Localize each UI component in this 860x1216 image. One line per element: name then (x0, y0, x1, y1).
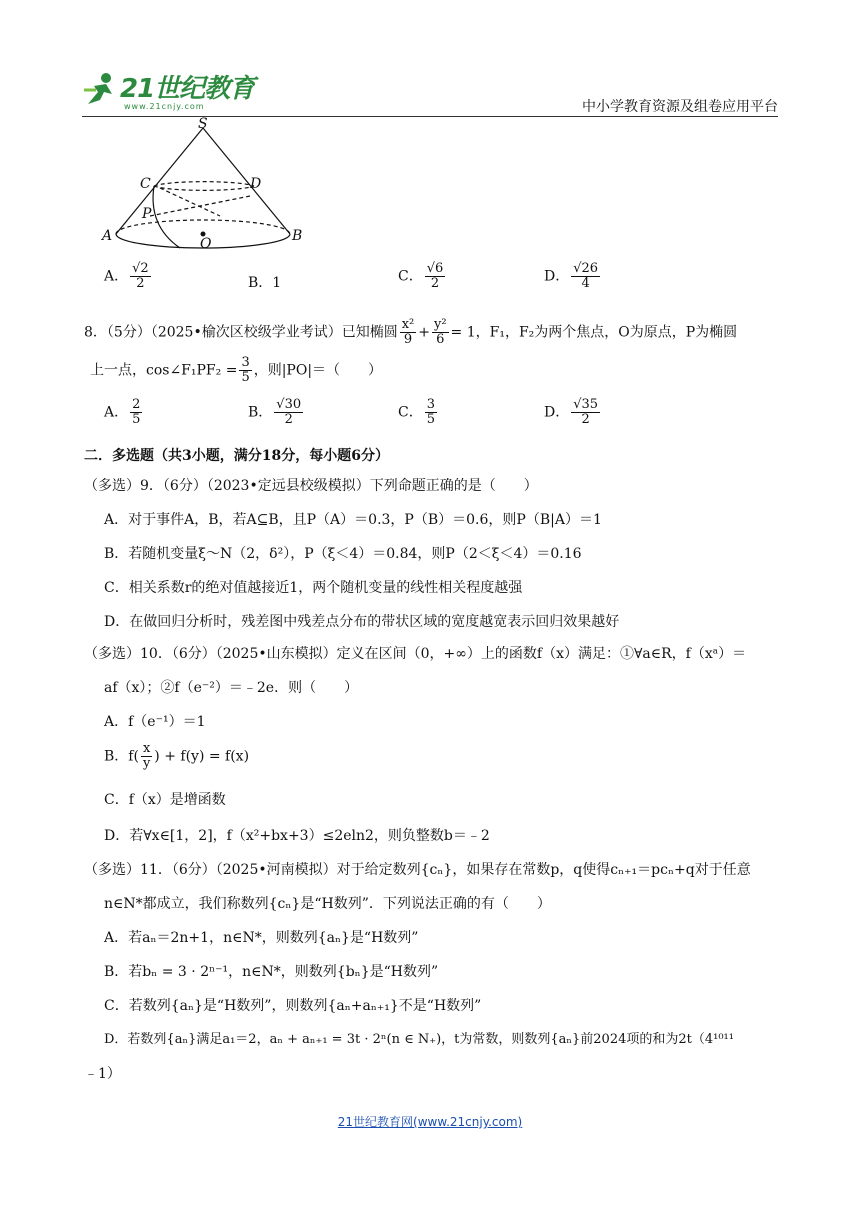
q8-stem-line1: 8．（5分）（2025•榆次区校级学业考试）已知椭圆 $\frac{\text{x²}}{9}$ + $\frac{\text{y²}}{6}$ = 1，F₁，F₂为两个焦点，O为原点，P为椭圆 (84, 317, 738, 347)
site-logo (80, 66, 260, 116)
label-d: D (250, 176, 262, 192)
q8-stem-line2: 上一点，cos∠F₁PF₂ = $\frac{3}{5}$ ，则|PO|＝（ ） (90, 355, 383, 385)
platform-title: 中小学教育资源及组卷应用平台 (582, 99, 778, 115)
q11-stem-line1: （多选）11．（6分）（2025•河南模拟）对于给定数列{cₙ}，如果存在常数p，q使得cₙ₊₁＝pcₙ+q对于任意 (84, 862, 751, 878)
label-p: P (142, 206, 152, 222)
q9-option-b: B．若随机变量ξ～N（2，δ²），P（ξ＜4）＝0.84，则P（2＜ξ＜4）＝0.16 (104, 546, 582, 562)
label-o: O (200, 236, 212, 252)
label-b: B (292, 228, 303, 244)
q8-option-c: C． $\frac{3}{5}$ (398, 397, 435, 427)
q7-option-a: A． $\frac{√2}{2}$ (104, 261, 149, 291)
q11-option-d-line1: D．若数列{aₙ}满足a₁＝2，aₙ + aₙ₊₁ = 3t · 2ⁿ(n ∈ N₊)，t为常数，则数列{aₙ}前2024项的和为2t（4¹⁰¹¹ (104, 1032, 734, 1047)
q11-option-c: C．若数列{aₙ}是“H数列”，则数列{aₙ+aₙ₊₁}不是“H数列” (104, 998, 482, 1014)
footer-link[interactable]: 21世纪教育网(www.21cnjy.com) (337, 1115, 523, 1129)
q8-option-a: A． $\frac{2}{5}$ (104, 397, 141, 427)
q7-option-b: B．1 (248, 275, 282, 291)
q10-option-d: D．若∀x∈[1，2]，f（x²+bx+3）≤2eln2，则负整数b＝﹣2 (104, 828, 490, 844)
q11-option-a: A．若aₙ＝2n+1，n∈N*，则数列{aₙ}是“H数列” (104, 930, 419, 946)
logo-subtext: www.21cnjy.com (124, 102, 205, 111)
q10-stem-line2: af（x）；②f（e⁻²）＝﹣2e．则（ ） (104, 680, 359, 696)
q9-option-c: C．相关系数r的绝对值越接近1，两个随机变量的线性相关程度越强 (104, 580, 523, 596)
q10-stem-line1: （多选）10．（6分）（2025•山东模拟）定义在区间（0，+∞）上的函数f（x）满足：①∀a∈R，f（xᵃ）＝ (84, 646, 747, 662)
cone-figure (100, 116, 320, 252)
q10-option-a: A．f（e⁻¹）＝1 (104, 714, 206, 730)
runner-icon (80, 70, 120, 110)
q10-option-b: B．f( $\frac{x}{y}$ ) + f(y) = f(x) (104, 741, 250, 771)
label-a: A (102, 228, 113, 244)
q10-option-c: C．f（x）是增函数 (104, 792, 226, 808)
q9-option-d: D．在做回归分析时，残差图中残差点分布的带状区域的宽度越宽表示回归效果越好 (104, 614, 620, 630)
section-title: 二．多选题（共3小题，满分18分，每小题6分） (84, 448, 389, 464)
q7-option-c: C． $\frac{√6}{2}$ (398, 261, 444, 291)
q8-option-d: D． $\frac{√35}{2}$ (544, 397, 599, 427)
q11-option-b: B．若bₙ = 3 · 2ⁿ⁻¹，n∈N*，则数列{bₙ}是“H数列” (104, 964, 439, 980)
q9-option-a: A．对于事件A，B，若A⊆B，且P（A）＝0.3，P（B）＝0.6，则P（B|A）＝1 (104, 512, 602, 528)
q11-stem-line2: n∈N*都成立，我们称数列{cₙ}是“H数列”．下列说法正确的有（ ） (104, 896, 551, 912)
q7-option-d: D． $\frac{√26}{4}$ (544, 261, 599, 291)
q9-stem: （多选）9．（6分）（2023•定远县校级模拟）下列命题正确的是（ ） (84, 478, 538, 494)
q11-option-d-line2: ﹣1） (84, 1066, 121, 1082)
label-s: S (198, 116, 208, 132)
logo-text: 21世纪教育 (120, 74, 255, 104)
q8-option-b: B． $\frac{√30}{2}$ (248, 397, 302, 427)
label-c: C (140, 176, 151, 192)
